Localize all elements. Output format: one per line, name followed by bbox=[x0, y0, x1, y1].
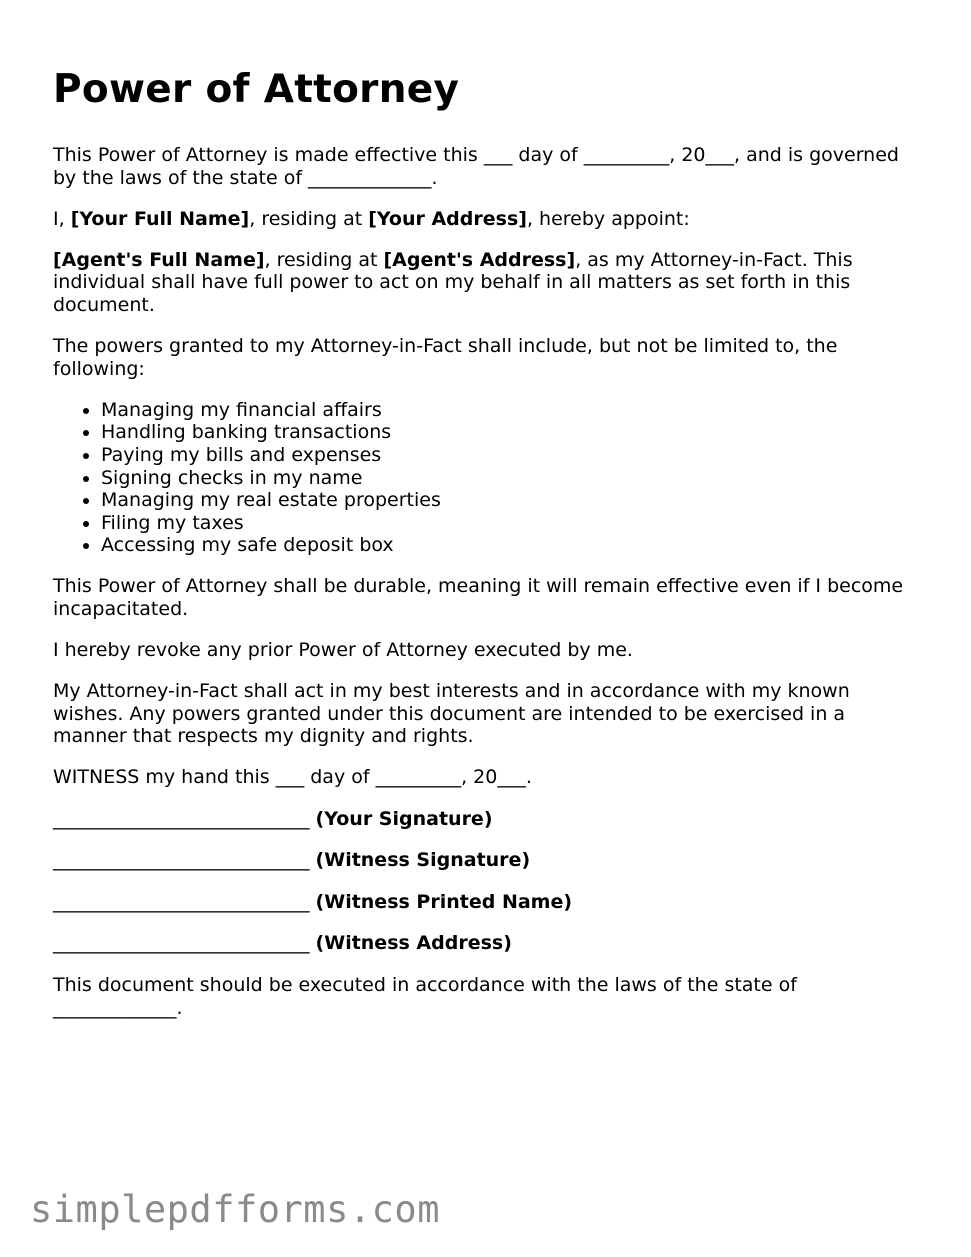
revoke-paragraph: I hereby revoke any prior Power of Attorney executed by me. bbox=[53, 639, 633, 662]
witness-line: WITNESS my hand this ___ day of _________, 20___. bbox=[53, 766, 532, 789]
page-title: Power of Attorney bbox=[53, 67, 460, 112]
agent-address: [Agent's Address] bbox=[383, 248, 576, 271]
agent-name: [Agent's Full Name] bbox=[53, 248, 265, 271]
list-item: • Signing checks in my name bbox=[101, 467, 923, 490]
witness-printed-name-label: (Witness Printed Name) bbox=[315, 890, 573, 913]
closing-paragraph: This document should be executed in accordance with the laws of the state of _____________. bbox=[53, 973, 797, 1019]
signature-rule: ___________________________ bbox=[53, 890, 310, 913]
list-item: • Handling banking transactions bbox=[101, 421, 923, 444]
signature-rule: ___________________________ bbox=[53, 849, 310, 872]
your-signature-label: (Your Signature) bbox=[315, 807, 493, 830]
agent-mid: , residing at bbox=[264, 248, 384, 271]
your-signature-line bbox=[53, 808, 923, 831]
list-item: • Filing my taxes bbox=[101, 512, 923, 535]
list-item: • Accessing my safe deposit box bbox=[101, 534, 923, 557]
signature-rule: ___________________________ bbox=[53, 807, 310, 830]
principal-name: [Your Full Name] bbox=[70, 207, 250, 230]
signature-rule: ___________________________ bbox=[53, 932, 310, 955]
witness-address-line bbox=[53, 932, 923, 955]
witness-signature-line bbox=[53, 849, 923, 872]
intro-paragraph: This Power of Attorney is made effective this ___ day of _________, 20___, and is governed by the laws of the state of _____________. bbox=[53, 144, 899, 189]
principal-suffix: , hereby appoint: bbox=[526, 207, 690, 230]
powers-list bbox=[53, 399, 923, 557]
powers-intro: The powers granted to my Attorney-in-Fact shall include, but not be limited to, the following: bbox=[53, 335, 838, 380]
list-item: • Managing my financial affairs bbox=[101, 399, 923, 422]
document-page bbox=[53, 62, 923, 1038]
witness-signature-label: (Witness Signature) bbox=[315, 849, 531, 872]
list-item: • Managing my real estate properties bbox=[101, 489, 923, 512]
witness-address-label: (Witness Address) bbox=[315, 932, 512, 955]
witness-printed-name-line bbox=[53, 891, 923, 914]
principal-prefix: I, bbox=[53, 207, 71, 230]
agent-suffix: , as my Attorney-in-Fact. This individual shall have full power to act on my behalf in all matters as set forth in this document. bbox=[53, 248, 853, 316]
principal-paragraph bbox=[53, 208, 923, 231]
interests-paragraph: My Attorney-in-Fact shall act in my best interests and in accordance with my known wishes. Any powers granted under this document are intended to be exercised in a manner that respects my dignity and rights. bbox=[53, 680, 850, 748]
agent-paragraph bbox=[53, 249, 923, 317]
principal-mid: , residing at bbox=[249, 207, 369, 230]
watermark: simplepdfforms.com bbox=[30, 1188, 440, 1231]
durable-paragraph: This Power of Attorney shall be durable, meaning it will remain effective even if I become incapacitated. bbox=[53, 575, 904, 620]
principal-address: [Your Address] bbox=[368, 207, 527, 230]
list-item: • Paying my bills and expenses bbox=[101, 444, 923, 467]
